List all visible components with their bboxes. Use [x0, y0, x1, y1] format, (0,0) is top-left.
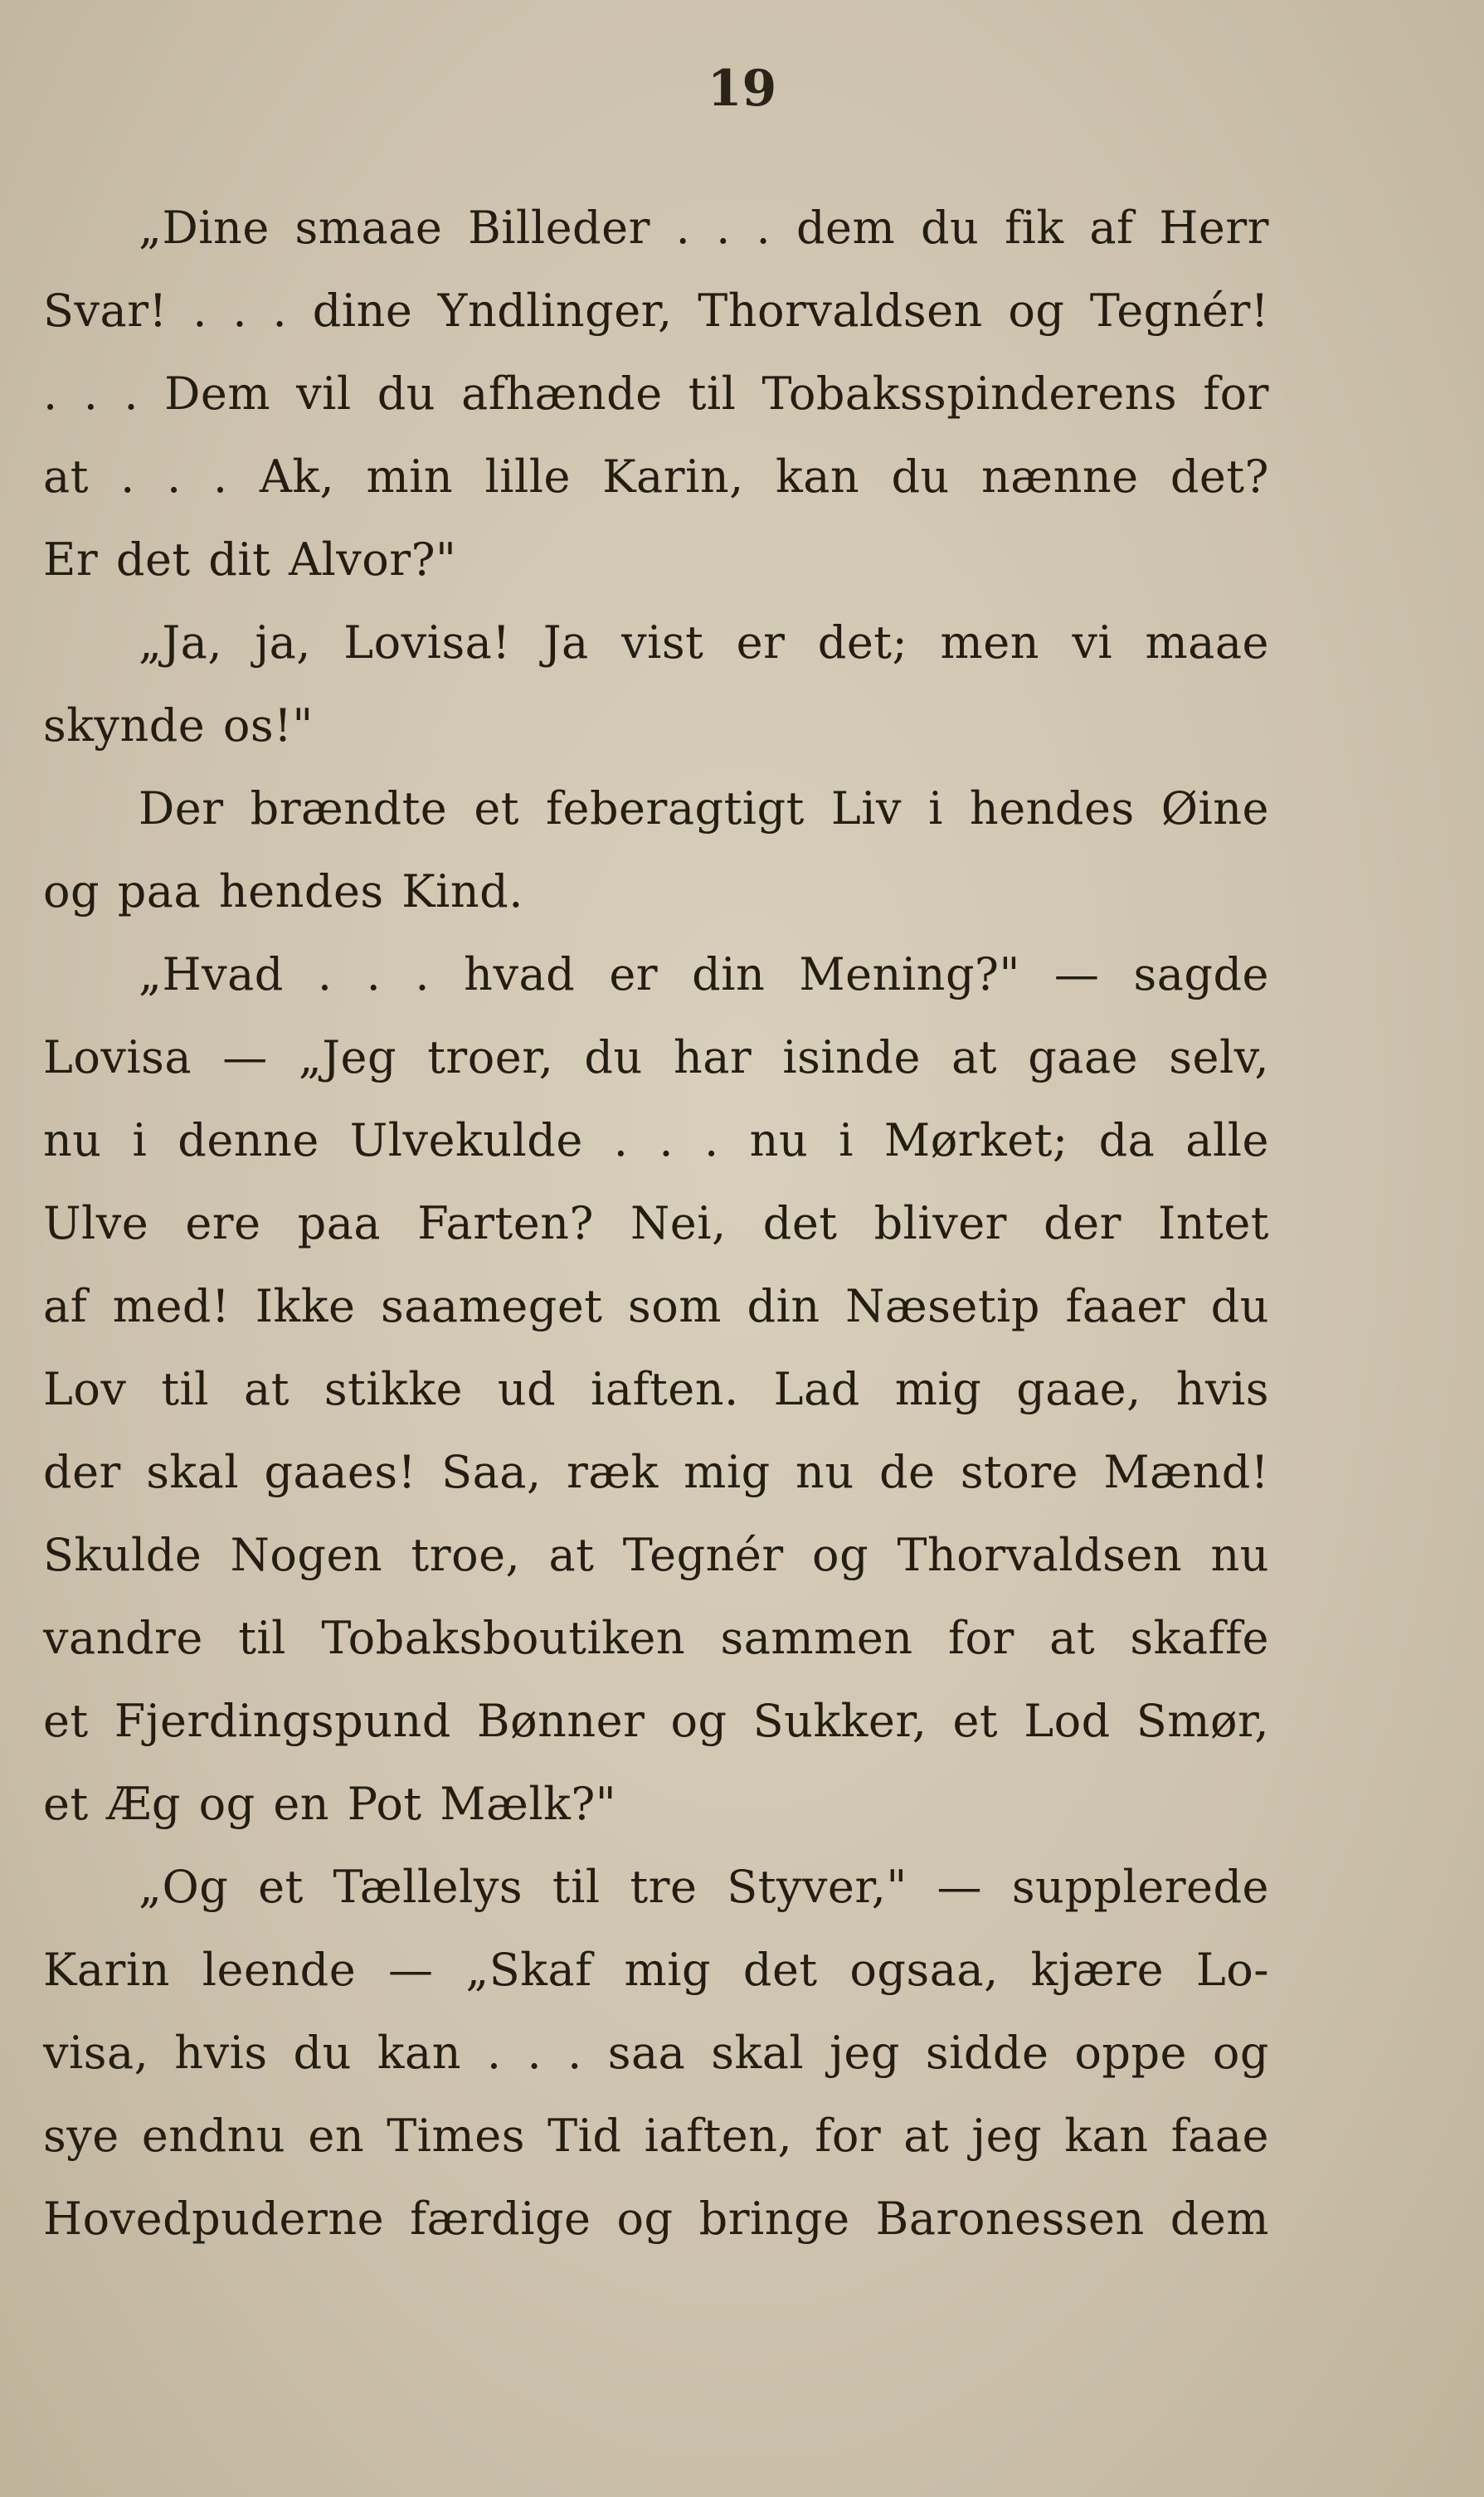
text-line: et Æg og en Pot Mælk?": [43, 1778, 617, 1830]
text-line: sye endnu en Times Tid iaften, for at jeg kan faae: [43, 2110, 1269, 2162]
text-line: Lovisa — „Jeg troer, du har isinde at gaae selv,: [43, 1031, 1269, 1083]
text-line: visa, hvis du kan . . . saa skal jeg sidde oppe og: [43, 2027, 1269, 2079]
text-line: at . . . Ak, min lille Karin, kan du nænne det?: [43, 450, 1269, 503]
text-line: nu i denne Ulvekulde . . . nu i Mørket; da alle: [43, 1114, 1269, 1166]
text-line: skynde os!": [43, 699, 314, 752]
page-number: 19: [707, 60, 777, 118]
text-line: et Fjerdingspund Bønner og Sukker, et Lod Smør,: [43, 1695, 1269, 1747]
text-line: „Og et Tællelys til tre Styver," — supplerede: [139, 1861, 1269, 1913]
text-line: . . . Dem vil du afhænde til Tobaksspinderens for: [43, 367, 1269, 420]
text-line: Ulve ere paa Farten? Nei, det bliver der Intet: [43, 1197, 1269, 1249]
text-line: Er det dit Alvor?": [43, 533, 457, 586]
text-line: Lov til at stikke ud iaften. Lad mig gaae, hvis: [43, 1363, 1269, 1415]
text-line: Skulde Nogen troe, at Tegnér og Thorvaldsen nu: [43, 1529, 1269, 1581]
text-line: af med! Ikke saameget som din Næsetip faaer du: [43, 1280, 1269, 1332]
text-line: „Hvad . . . hvad er din Mening?" — sagde: [139, 948, 1269, 1000]
text-line: Hovedpuderne færdige og bringe Baronessen dem: [43, 2193, 1269, 2245]
text-line: der skal gaaes! Saa, ræk mig nu de store Mænd!: [43, 1446, 1269, 1498]
text-line: „Dine smaae Billeder . . . dem du fik af Herr: [139, 202, 1269, 254]
text-line: Der brændte et feberagtigt Liv i hendes Øine: [139, 782, 1269, 835]
text-line: vandre til Tobaksboutiken sammen for at skaffe: [43, 1612, 1269, 1664]
text-line: og paa hendes Kind.: [43, 865, 523, 918]
text-line: „Ja, ja, Lovisa! Ja vist er det; men vi maae: [139, 616, 1269, 669]
text-body: [43, 187, 1269, 2261]
text-line: Karin leende — „Skaf mig det ogsaa, kjære Lo-: [43, 1944, 1269, 1996]
text-line: Svar! . . . dine Yndlinger, Thorvaldsen og Tegnér!: [43, 285, 1269, 337]
